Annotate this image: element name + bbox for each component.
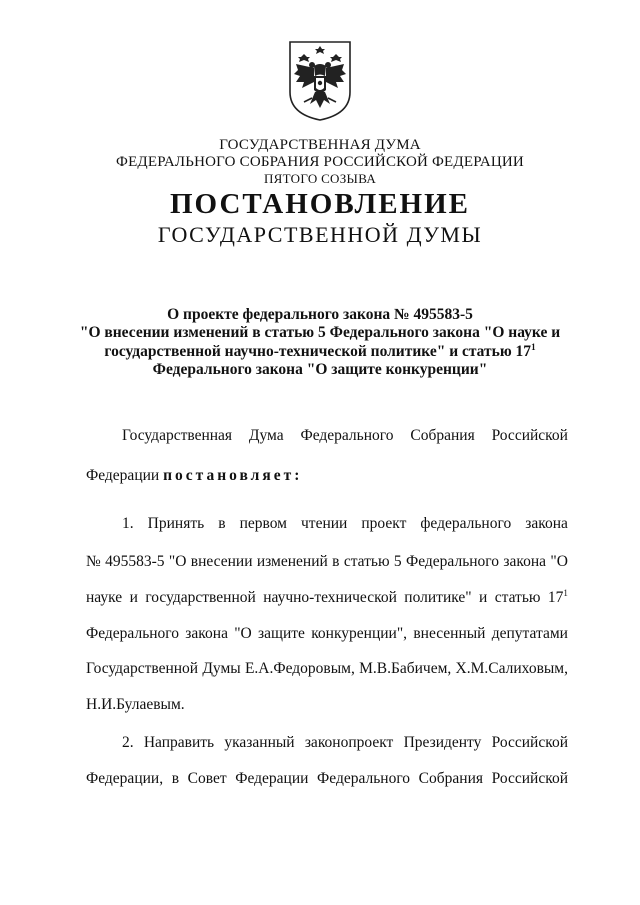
word: Президенту: [403, 734, 482, 751]
word: Федерального: [300, 427, 394, 444]
word: Принять: [147, 515, 205, 532]
word: 2.: [122, 734, 134, 751]
word: Российской: [491, 734, 568, 751]
word: Федерального: [86, 625, 180, 642]
word: внесении: [190, 553, 253, 570]
word: конкуренции",: [311, 625, 408, 642]
word: 1.: [122, 515, 134, 532]
paragraph-1-line-6: Н.И.Булаевым.: [86, 696, 185, 713]
document-type-title: ПОСТАНОВЛЕНИЕ: [169, 188, 470, 220]
word: проект: [361, 515, 407, 532]
word: внесенный: [413, 625, 486, 642]
word: 5: [393, 553, 402, 570]
convocation-line: ПЯТОГО СОЗЫВА: [263, 171, 377, 186]
word: статью: [494, 589, 541, 606]
word: 495583-5: [105, 553, 165, 570]
subject-superscript: 1: [531, 342, 536, 352]
word: депутатами: [491, 625, 568, 642]
word: и: [129, 589, 138, 606]
paragraph-1-line-1: [122, 515, 568, 537]
org-name-line-2: ФЕДЕРАЛЬНОГО СОБРАНИЯ РОССИЙСКОЙ ФЕДЕРАЦИИ: [116, 154, 524, 170]
intro-line-1: [122, 427, 568, 449]
word: Государственная: [122, 427, 233, 444]
word: политике": [404, 589, 472, 606]
word: изменений: [256, 553, 328, 570]
word: Е.А.Федоровым,: [244, 660, 355, 677]
word: закона: [185, 625, 228, 642]
paragraph-1-line-3: [86, 589, 568, 611]
word: "О: [168, 553, 187, 570]
word: Собрания: [410, 427, 475, 444]
paragraph-2-line-1: [122, 734, 568, 756]
intro-line-2: [86, 467, 302, 485]
subject-line-1: О проекте федерального закона № 495583-5: [167, 306, 473, 323]
subject-line-3-text: государственной научно-технической политике" и статью 17: [104, 343, 532, 360]
word: Федерального: [406, 553, 500, 570]
word: Дума: [248, 427, 284, 444]
word: в: [218, 515, 226, 532]
word: Государственной: [86, 660, 199, 677]
paragraph-2-line-2: [86, 770, 568, 792]
subject-line-4: Федерального закона "О защите конкуренции": [152, 361, 488, 378]
word: государственной: [145, 589, 256, 606]
word: закона: [525, 515, 568, 532]
word: в: [332, 553, 340, 570]
word: Федерации: [235, 770, 309, 787]
word: первом: [239, 515, 287, 532]
word: Х.М.Салиховым,: [455, 660, 568, 677]
word: защите: [258, 625, 305, 642]
russian-coat-of-arms-icon: [288, 40, 352, 122]
word: законопроект: [304, 734, 394, 751]
subject-line-2: "О внесении изменений в статью 5 Федерального закона "О науке и: [79, 324, 561, 341]
word: Направить: [143, 734, 215, 751]
word: закона: [503, 553, 547, 570]
word: Федерации,: [86, 770, 164, 787]
word: статью: [343, 553, 390, 570]
article-number: $17^1$: [547, 589, 568, 606]
word: чтении: [301, 515, 348, 532]
decree-verb: постановляет:: [163, 467, 303, 484]
word: Думы: [202, 660, 241, 677]
paragraph-1-line-5: [86, 660, 568, 682]
article-superscript: 1: [563, 589, 568, 598]
word: Российской: [491, 427, 568, 444]
paragraph-1-line-4: [86, 625, 568, 647]
org-name-line-1: ГОСУДАРСТВЕННАЯ ДУМА: [219, 137, 421, 153]
word: указанный: [224, 734, 295, 751]
word: Совет: [187, 770, 227, 787]
word: Российской: [491, 770, 568, 787]
word: в: [171, 770, 180, 787]
word: "О: [234, 625, 252, 642]
word: федерального: [420, 515, 512, 532]
word: научно-технической: [263, 589, 397, 606]
paragraph-1-line-2: [86, 553, 568, 575]
word: №: [86, 553, 101, 570]
word: Федерального: [317, 770, 411, 787]
word: и: [479, 589, 488, 606]
word: М.В.Бабичем,: [359, 660, 452, 677]
word: "О: [550, 553, 568, 570]
word: науке: [86, 589, 123, 606]
intro-line-2-start: Федерации: [86, 467, 164, 484]
subject-line-3: [0, 343, 640, 361]
word: Собрания: [418, 770, 483, 787]
document-type-subtitle: ГОСУДАРСТВЕННОЙ ДУМЫ: [157, 222, 483, 247]
